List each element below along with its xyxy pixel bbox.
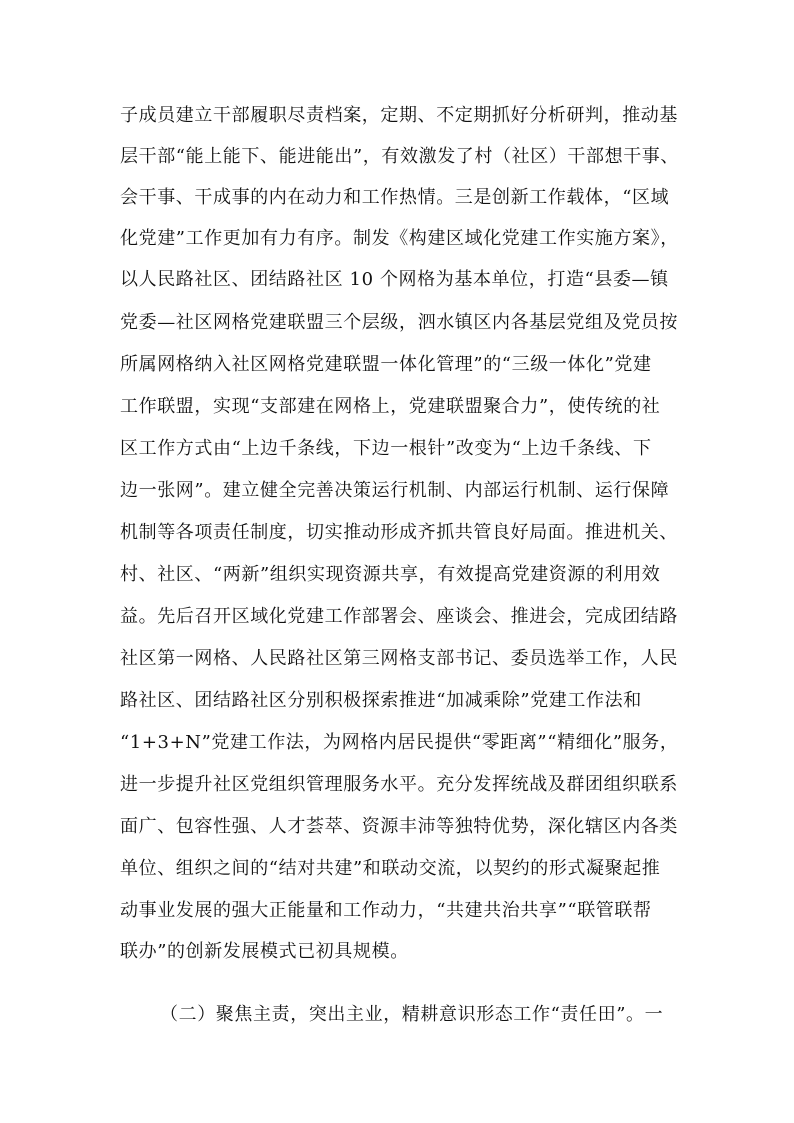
paragraph-line: 动事业发展的强大正能量和工作动力，“共建共治共享”“联管联帮: [120, 900, 652, 921]
paragraph-line: 村、社区、“两新”组织实现资源共享，有效提高党建资源的利用效: [120, 564, 661, 585]
paragraph-line: 面广、包容性强、人才荟萃、资源丰沛等独特优势，深化辖区内各类: [120, 816, 678, 837]
paragraph-line: 层干部“能上能下、能进能出”，有效激发了村（社区）干部想干事、: [120, 146, 680, 167]
paragraph-line: 机制等各项责任制度，切实推动形成齐抓共管良好局面。推进机关、: [120, 522, 678, 543]
paragraph-line: 益。先后召开区域化党建工作部署会、座谈会、推进会，完成团结路: [120, 606, 678, 627]
paragraph-line: 工作联盟，实现“支部建在网格上，党建联盟聚合力”，使传统的社: [120, 396, 661, 417]
paragraph-line: 单位、组织之间的“结对共建”和联动交流，以契约的形式凝聚起推: [120, 858, 661, 879]
paragraph-line: 联办”的创新发展模式已初具规模。: [120, 941, 409, 962]
paragraph-line: 党委—社区网格党建联盟三个层级，泗水镇区内各基层党组及党员按: [120, 312, 678, 333]
paragraph-line: 以人民路社区、团结路社区 10 个网格为基本单位，打造“县委—镇: [120, 269, 669, 290]
paragraph-line: 会干事、干成事的内在动力和工作热情。三是创新工作载体，“区域: [120, 187, 670, 208]
paragraph-line: 进一步提升社区党组织管理服务水平。充分发挥统战及群团组织联系: [120, 774, 678, 795]
section-heading: （二）聚焦主责，突出主业，精耕意识形态工作“责任田”。一: [160, 1004, 664, 1025]
paragraph-line: 子成员建立干部履职尽责档案，定期、不定期抓好分析研判，推动基: [120, 105, 678, 126]
paragraph-line: “1+3+N”党建工作法，为网格内居民提供“零距离”“精细化”服务，: [120, 732, 679, 753]
paragraph-line: 边一张网”。建立健全完善决策运行机制、内部运行机制、运行保障: [120, 480, 670, 501]
paragraph-line: 路社区、团结路社区分别积极探索推进“加减乘除”党建工作法和: [120, 690, 642, 711]
paragraph-line: 区工作方式由“上边千条线，下边一根针”改变为“上边千条线、下: [120, 438, 652, 459]
paragraph-line: 社区第一网格、人民路社区第三网格支部书记、委员选举工作，人民: [120, 648, 678, 669]
paragraph-line: 化党建”工作更加有力有序。制发《构建区域化党建工作实施方案》，: [120, 228, 679, 249]
paragraph-line: 所属网格纳入社区网格党建联盟一体化管理”的“三级一体化”党建: [120, 354, 652, 375]
